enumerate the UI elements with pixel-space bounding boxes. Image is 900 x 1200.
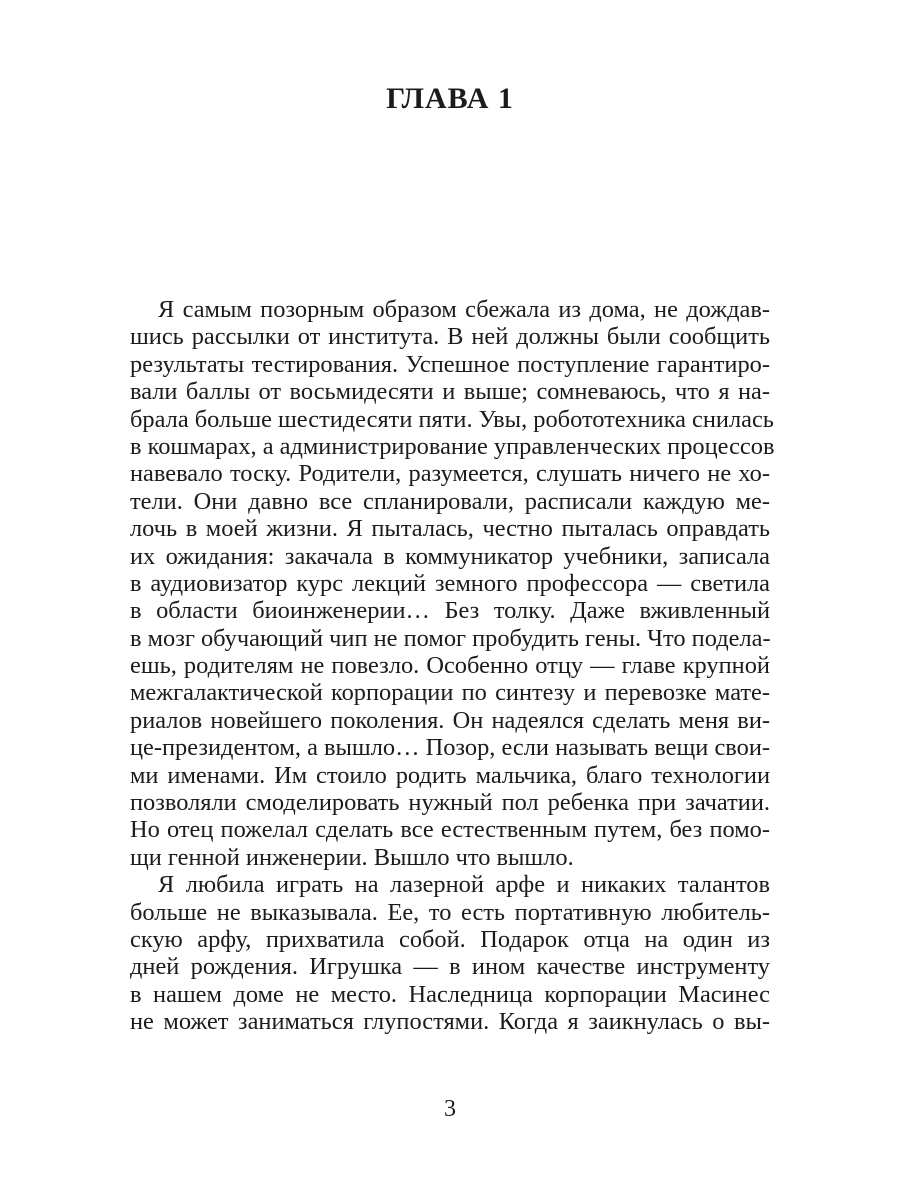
text-line: их ожидания: закачала в коммуникатор учебники, записала [130, 542, 770, 570]
text-line: брала больше шестидесяти пяти. Увы, робототехника снилась [130, 405, 774, 433]
text-line: не может заниматься глупостями. Когда я заикнулась о вы- [130, 1008, 770, 1036]
text-line: шись рассылки от института. В ней должны были сообщить [130, 323, 770, 351]
page-number: 3 [444, 1096, 456, 1122]
text-line: щи генной инженерии. Вышло что вышло. [130, 843, 574, 871]
text-line: в аудиовизатор курс лекций земного профессора — светила [130, 569, 770, 597]
text-line: межгалактической корпорации по синтезу и перевозке мате- [130, 679, 770, 707]
text-line: Я любила играть на лазерной арфе и никаких талантов [158, 871, 770, 899]
text-line: тели. Они давно все спланировали, расписали каждую ме- [130, 487, 770, 515]
text-line: результаты тестирования. Успешное поступление гарантиро- [130, 350, 770, 378]
text-line: ми именами. Им стоило родить мальчика, благо технологии [130, 761, 770, 789]
text-line: лочь в моей жизни. Я пыталась, честно пыталась оправдать [130, 515, 770, 543]
body-text [130, 296, 775, 1036]
text-line: скую арфу, прихватила собой. Подарок отца на один из [130, 925, 770, 953]
text-line: риалов новейшего поколения. Он надеялся сделать меня ви- [130, 706, 770, 734]
text-line: больше не выказывала. Ее, то есть портативную любитель- [130, 898, 770, 926]
text-line: навевало тоску. Родители, разумеется, слушать ничего не хо- [130, 460, 770, 488]
text-line: в кошмарах, а администрирование управленческих процессов [130, 432, 775, 460]
text-line: позволяли смоделировать нужный пол ребенка при зачатии. [130, 789, 770, 817]
text-line: Я самым позорным образом сбежала из дома, не дождав- [158, 296, 770, 323]
text-line: Но отец пожелал сделать все естественным путем, без помо- [130, 816, 770, 844]
text-line: вали баллы от восьмидесяти и выше; сомневаюсь, что я на- [130, 378, 770, 406]
text-line: ешь, родителям не повезло. Особенно отцу — главе крупной [130, 652, 770, 680]
text-line: в нашем доме не место. Наследница корпорации Масинес [130, 980, 770, 1008]
text-line: це-президентом, а вышло… Позор, если называть вещи свои- [130, 734, 770, 762]
chapter-title: ГЛАВА 1 [386, 82, 514, 115]
text-line: в области биоинженерии… Без толку. Даже вживленный [130, 597, 770, 625]
text-line: в мозг обучающий чип не помог пробудить гены. Что подела- [130, 624, 771, 652]
text-line: дней рождения. Игрушка — в ином качестве инструменту [130, 953, 770, 981]
